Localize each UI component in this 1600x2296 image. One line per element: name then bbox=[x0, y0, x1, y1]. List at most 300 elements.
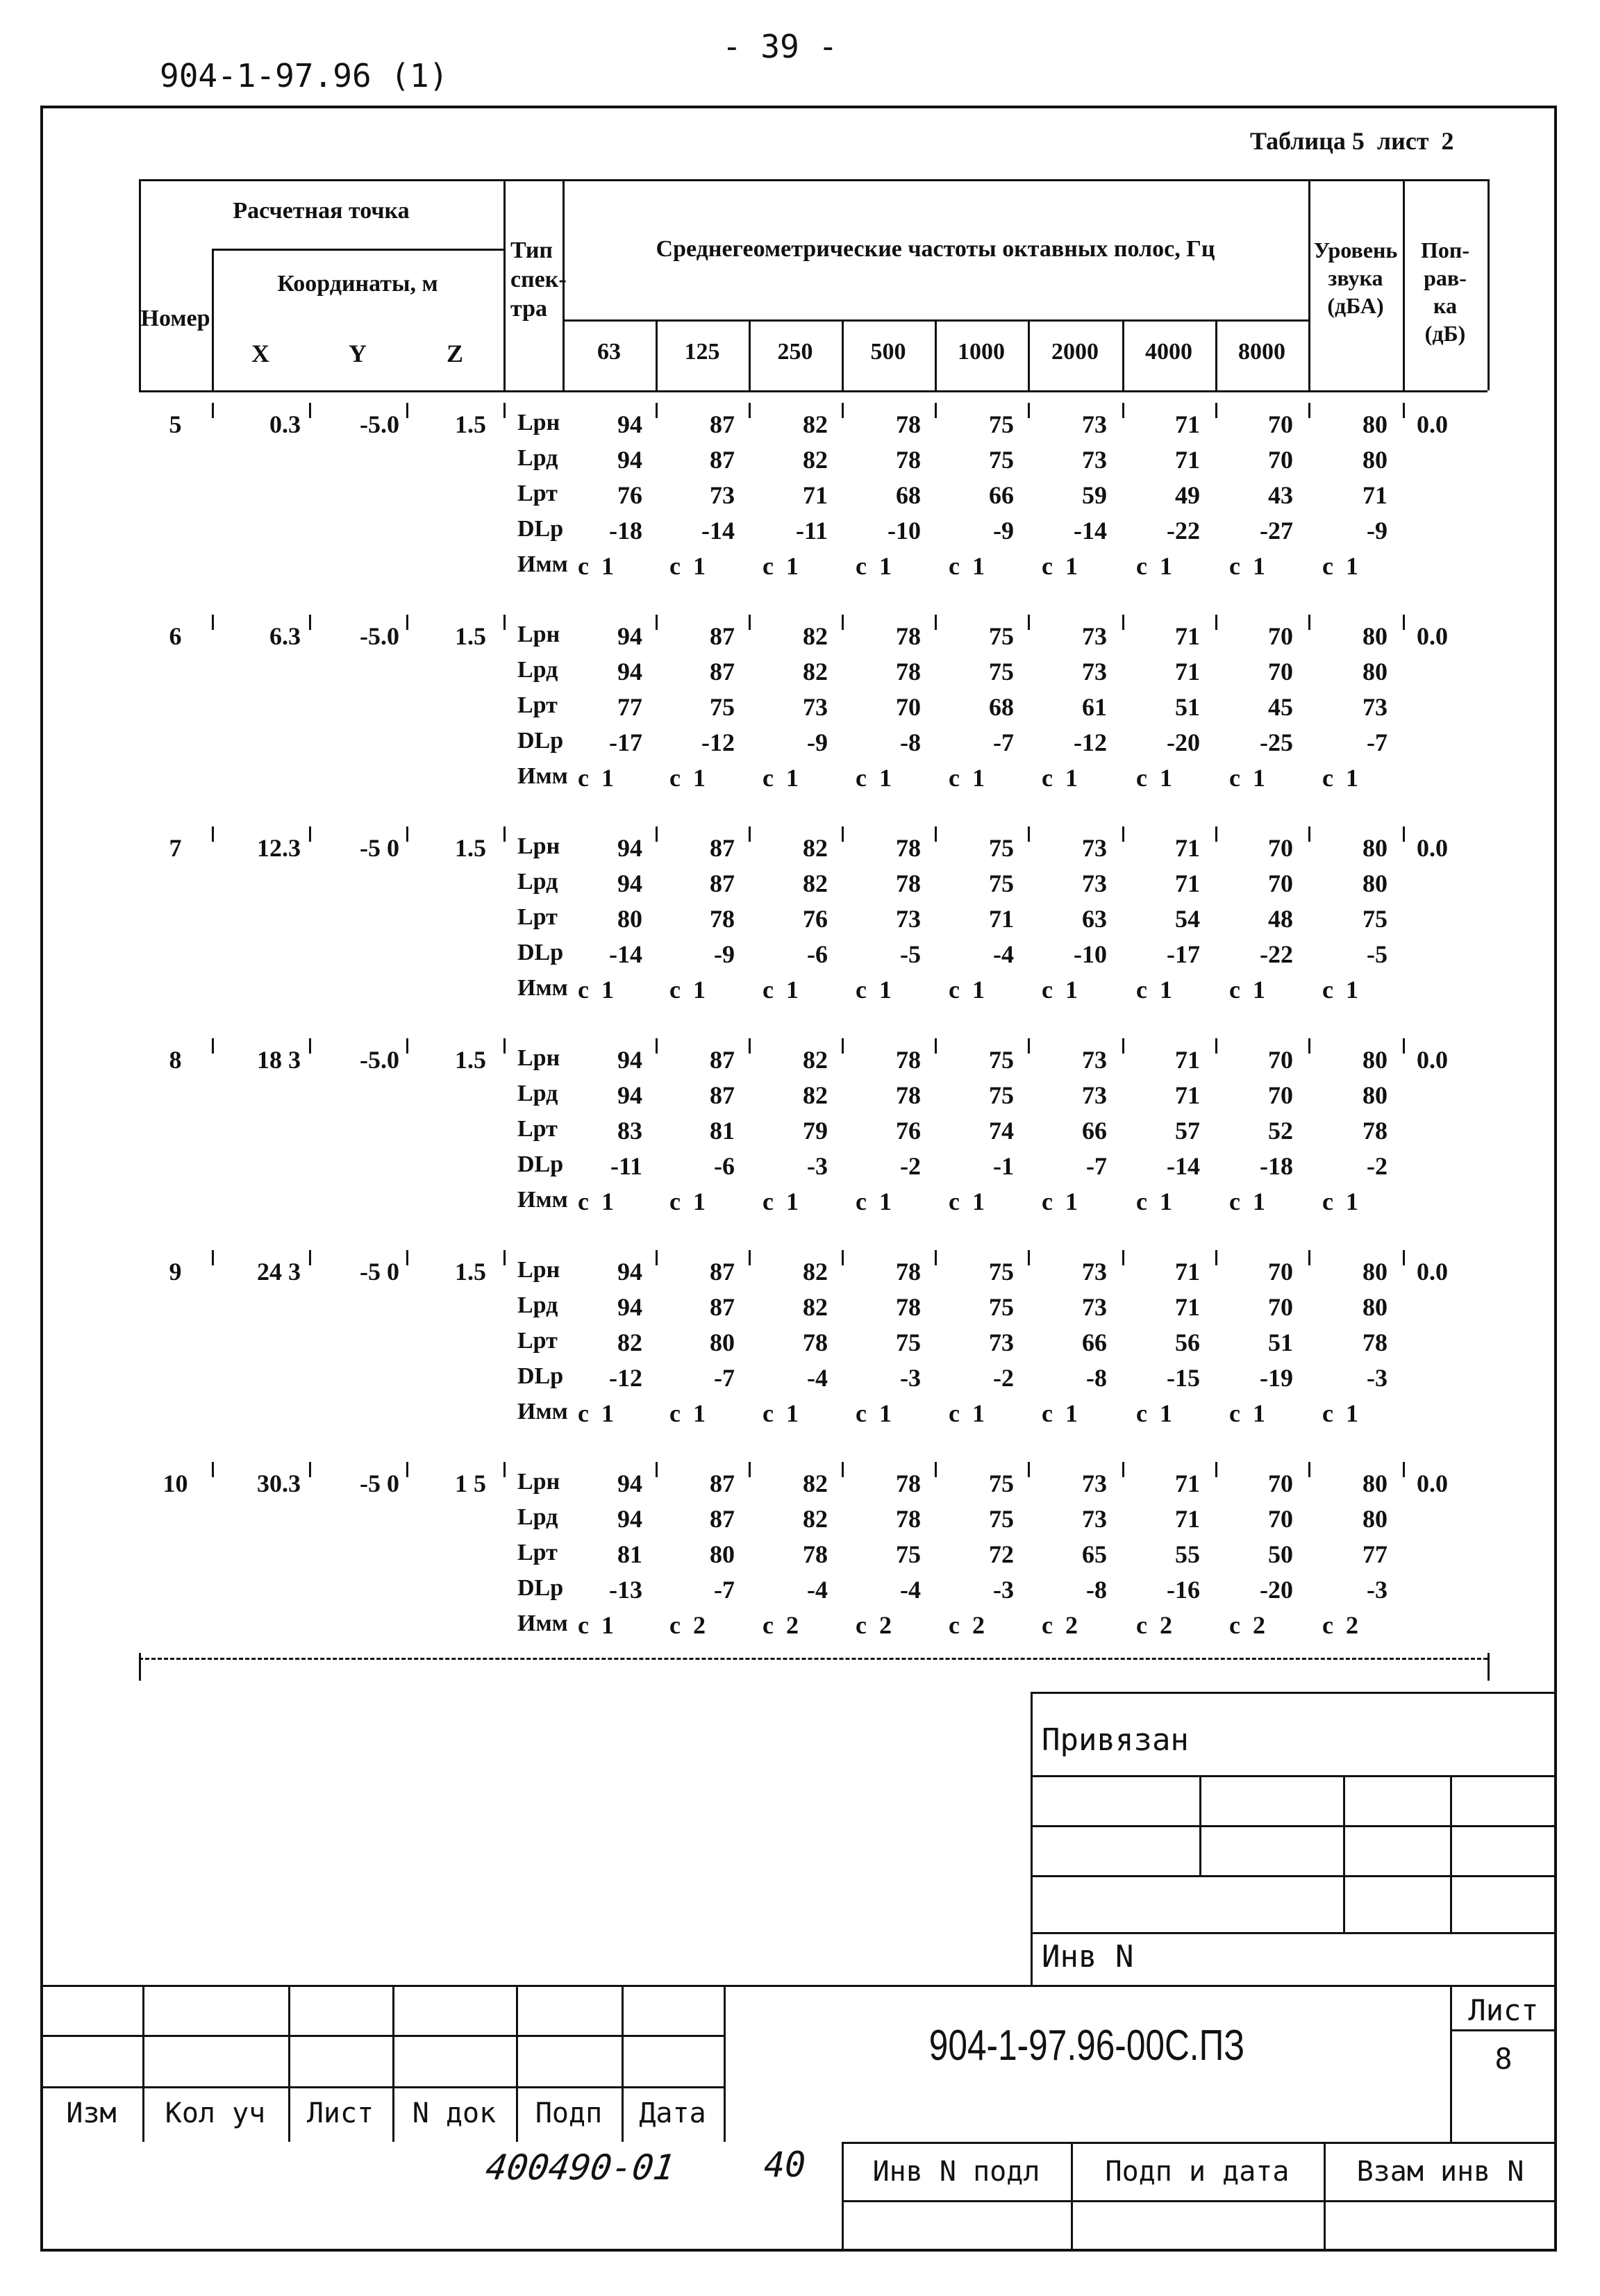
cell-value: 63 bbox=[1082, 905, 1107, 933]
cell-value: -18 bbox=[1260, 1152, 1293, 1180]
cell-value: 73 bbox=[1082, 410, 1107, 438]
cell-value: 70 bbox=[1268, 1046, 1293, 1074]
cell-value: 52 bbox=[1268, 1117, 1293, 1145]
row-label: Имм bbox=[517, 1611, 568, 1636]
row-label: Lрд bbox=[517, 1081, 558, 1106]
coord-x: 12.3 bbox=[257, 834, 301, 862]
column-tick bbox=[212, 826, 214, 842]
cell-value: 73 bbox=[1362, 693, 1388, 721]
cell-value: 54 bbox=[1175, 905, 1200, 933]
imm-value: с 1 bbox=[1042, 1188, 1078, 1215]
cell-value: 66 bbox=[1082, 1117, 1107, 1145]
cell-value: 82 bbox=[803, 834, 828, 862]
coord-z: 1.5 bbox=[455, 834, 486, 862]
point-number: 9 bbox=[169, 1258, 182, 1286]
col-izm: Изм bbox=[66, 2097, 117, 2129]
cell-value: 78 bbox=[896, 658, 921, 685]
imm-value: с 1 bbox=[669, 1188, 706, 1215]
cell-value: -8 bbox=[1086, 1576, 1107, 1604]
cell-value: -4 bbox=[993, 940, 1014, 968]
column-tick bbox=[309, 1250, 311, 1265]
imm-value: с 1 bbox=[1229, 552, 1265, 580]
cell-value: -7 bbox=[1086, 1152, 1107, 1180]
footer-vzam-inv-n: Взам инв N bbox=[1356, 2156, 1524, 2188]
cell-value: 80 bbox=[1362, 834, 1388, 862]
coord-y: -5.0 bbox=[360, 1046, 399, 1074]
cell-value: -13 bbox=[609, 1576, 642, 1604]
imm-value: с 1 bbox=[1136, 552, 1172, 580]
imm-value: с 1 bbox=[762, 976, 799, 1004]
cell-value: 87 bbox=[710, 1046, 735, 1074]
row-label: Lрт bbox=[517, 481, 558, 506]
freq-header-1000: 1000 bbox=[958, 339, 1005, 365]
coord-z: 1.5 bbox=[455, 1258, 486, 1286]
cell-value: 80 bbox=[1362, 410, 1388, 438]
cell-value: -1 bbox=[993, 1152, 1014, 1180]
column-tick bbox=[212, 1038, 214, 1054]
cell-value: 75 bbox=[989, 446, 1014, 474]
cell-value: 70 bbox=[1268, 1081, 1293, 1109]
cell-value: 71 bbox=[1175, 834, 1200, 862]
cell-value: 71 bbox=[1175, 1046, 1200, 1074]
cell-value: 56 bbox=[1175, 1329, 1200, 1356]
col-kol-uch: Кол уч bbox=[165, 2097, 266, 2129]
cell-value: 70 bbox=[1268, 870, 1293, 897]
cell-value: 70 bbox=[1268, 834, 1293, 862]
freq-header-8000: 8000 bbox=[1238, 339, 1285, 365]
row-label: Имм bbox=[517, 1187, 568, 1213]
cell-value: 94 bbox=[617, 834, 642, 862]
page-number: - 39 - bbox=[722, 28, 838, 65]
cell-value: 78 bbox=[896, 1505, 921, 1533]
row-label: Lрн bbox=[517, 1469, 560, 1495]
column-tick bbox=[406, 403, 408, 418]
imm-value: с 1 bbox=[669, 1399, 706, 1427]
cell-value: 75 bbox=[710, 693, 735, 721]
cell-value: 94 bbox=[617, 410, 642, 438]
cell-value: 94 bbox=[617, 1046, 642, 1074]
imm-value: с 1 bbox=[762, 1399, 799, 1427]
coord-x: 30.3 bbox=[257, 1470, 301, 1497]
row-label: Lрн bbox=[517, 833, 560, 859]
cell-value: 76 bbox=[896, 1117, 921, 1145]
imm-value: с 1 bbox=[856, 976, 892, 1004]
cell-value: 70 bbox=[1268, 1293, 1293, 1321]
cell-value: 87 bbox=[710, 1505, 735, 1533]
cell-value: 80 bbox=[1362, 658, 1388, 685]
cell-value: -27 bbox=[1260, 517, 1293, 544]
imm-value: с 1 bbox=[1042, 552, 1078, 580]
cell-value: 78 bbox=[896, 1046, 921, 1074]
cell-value: 73 bbox=[1082, 446, 1107, 474]
imm-value: с 1 bbox=[669, 552, 706, 580]
row-label: DLp bbox=[517, 1575, 564, 1601]
row-label: DLp bbox=[517, 940, 564, 965]
row-label: Lрт bbox=[517, 692, 558, 718]
column-tick bbox=[1403, 615, 1405, 630]
coord-y: -5 0 bbox=[360, 834, 399, 862]
cell-value: 82 bbox=[803, 410, 828, 438]
correction-value: 0.0 bbox=[1417, 1046, 1448, 1074]
imm-value: с 1 bbox=[762, 1188, 799, 1215]
imm-value: с 1 bbox=[578, 764, 614, 792]
cell-value: 80 bbox=[1362, 1505, 1388, 1533]
cell-value: 73 bbox=[1082, 1505, 1107, 1533]
cell-value: 78 bbox=[896, 1293, 921, 1321]
cell-value: 71 bbox=[1175, 1081, 1200, 1109]
cell-value: 80 bbox=[710, 1540, 735, 1568]
cell-value: 43 bbox=[1268, 481, 1293, 509]
cell-value: -14 bbox=[1074, 517, 1107, 544]
cell-value: 71 bbox=[1362, 481, 1388, 509]
cell-value: 71 bbox=[1175, 1505, 1200, 1533]
imm-value: с 1 bbox=[949, 552, 985, 580]
handwritten-number: 40 bbox=[764, 2145, 806, 2185]
cell-value: -16 bbox=[1167, 1576, 1200, 1604]
inv-n-label: Инв N bbox=[1042, 1939, 1134, 1974]
freq-header-4000: 4000 bbox=[1145, 339, 1192, 365]
cell-value: 75 bbox=[1362, 905, 1388, 933]
column-tick bbox=[503, 826, 506, 842]
imm-value: с 1 bbox=[949, 976, 985, 1004]
cell-value: 78 bbox=[1362, 1329, 1388, 1356]
cell-value: 87 bbox=[710, 1081, 735, 1109]
row-label: DLp bbox=[517, 1363, 564, 1389]
header-number: Номер bbox=[140, 306, 210, 331]
cell-value: 94 bbox=[617, 658, 642, 685]
column-tick bbox=[503, 615, 506, 630]
cell-value: 94 bbox=[617, 446, 642, 474]
cell-value: -7 bbox=[993, 729, 1014, 756]
cell-value: -7 bbox=[714, 1576, 735, 1604]
imm-value: с 1 bbox=[1042, 764, 1078, 792]
imm-value: с 2 bbox=[1136, 1611, 1172, 1639]
imm-value: с 1 bbox=[762, 764, 799, 792]
cell-value: 51 bbox=[1268, 1329, 1293, 1356]
column-tick bbox=[1403, 826, 1405, 842]
column-tick bbox=[212, 1462, 214, 1477]
cell-value: 80 bbox=[1362, 1293, 1388, 1321]
cell-value: 94 bbox=[617, 870, 642, 897]
imm-value: с 1 bbox=[1136, 764, 1172, 792]
row-label: Lрд bbox=[517, 445, 558, 471]
cell-value: 73 bbox=[710, 481, 735, 509]
cell-value: 71 bbox=[1175, 1293, 1200, 1321]
cell-value: 87 bbox=[710, 446, 735, 474]
coord-z: 1 5 bbox=[455, 1470, 486, 1497]
cell-value: 80 bbox=[1362, 446, 1388, 474]
imm-value: с 1 bbox=[1229, 1399, 1265, 1427]
row-label: Lрт bbox=[517, 1328, 558, 1354]
coord-x: 6.3 bbox=[269, 622, 301, 650]
imm-value: с 2 bbox=[949, 1611, 985, 1639]
imm-value: с 1 bbox=[1229, 764, 1265, 792]
correction-value: 0.0 bbox=[1417, 410, 1448, 438]
cell-value: 81 bbox=[617, 1540, 642, 1568]
column-tick bbox=[406, 1250, 408, 1265]
cell-value: 78 bbox=[896, 1081, 921, 1109]
header-x: X bbox=[251, 340, 269, 367]
cell-value: -9 bbox=[1367, 517, 1388, 544]
row-label: Lрт bbox=[517, 1116, 558, 1142]
cell-value: 77 bbox=[1362, 1540, 1388, 1568]
row-label: Lрт bbox=[517, 904, 558, 930]
cell-value: -12 bbox=[609, 1364, 642, 1392]
cell-value: 78 bbox=[896, 410, 921, 438]
imm-value: с 1 bbox=[578, 1188, 614, 1215]
imm-value: с 1 bbox=[1229, 976, 1265, 1004]
header-level: Уровень звука (дБА) bbox=[1313, 238, 1398, 318]
cell-value: 76 bbox=[803, 905, 828, 933]
point-number: 8 bbox=[169, 1046, 182, 1074]
imm-value: с 1 bbox=[949, 1399, 985, 1427]
cell-value: 75 bbox=[896, 1329, 921, 1356]
column-tick bbox=[309, 615, 311, 630]
cell-value: -9 bbox=[993, 517, 1014, 544]
cell-value: 80 bbox=[1362, 1470, 1388, 1497]
correction-value: 0.0 bbox=[1417, 622, 1448, 650]
cell-value: 73 bbox=[1082, 658, 1107, 685]
cell-value: 94 bbox=[617, 1293, 642, 1321]
coord-x: 0.3 bbox=[269, 410, 301, 438]
cell-value: 59 bbox=[1082, 481, 1107, 509]
imm-value: с 2 bbox=[1042, 1611, 1078, 1639]
cell-value: 78 bbox=[896, 1470, 921, 1497]
cell-value: -3 bbox=[1367, 1576, 1388, 1604]
cell-value: 83 bbox=[617, 1117, 642, 1145]
row-label: Имм bbox=[517, 1399, 568, 1424]
cell-value: 65 bbox=[1082, 1540, 1107, 1568]
cell-value: 78 bbox=[896, 834, 921, 862]
cell-value: -10 bbox=[888, 517, 921, 544]
cell-value: 79 bbox=[803, 1117, 828, 1145]
imm-value: с 1 bbox=[1322, 976, 1358, 1004]
cell-value: -3 bbox=[807, 1152, 828, 1180]
cell-value: -5 bbox=[900, 940, 921, 968]
imm-value: с 1 bbox=[856, 552, 892, 580]
imm-value: с 1 bbox=[578, 976, 614, 1004]
cell-value: 80 bbox=[1362, 1258, 1388, 1286]
column-tick bbox=[309, 1038, 311, 1054]
column-tick bbox=[309, 1462, 311, 1477]
cell-value: 75 bbox=[989, 622, 1014, 650]
cell-value: 80 bbox=[1362, 870, 1388, 897]
row-label: Имм bbox=[517, 763, 568, 789]
cell-value: 71 bbox=[989, 905, 1014, 933]
row-label: Lрд bbox=[517, 1292, 558, 1318]
freq-header-250: 250 bbox=[777, 339, 813, 365]
cell-value: 75 bbox=[989, 834, 1014, 862]
cell-value: 82 bbox=[803, 1505, 828, 1533]
cell-value: 71 bbox=[1175, 446, 1200, 474]
cell-value: 82 bbox=[803, 870, 828, 897]
cell-value: 87 bbox=[710, 1293, 735, 1321]
cell-value: 75 bbox=[989, 1470, 1014, 1497]
cell-value: 49 bbox=[1175, 481, 1200, 509]
coord-y: -5 0 bbox=[360, 1258, 399, 1286]
cell-value: 71 bbox=[1175, 1258, 1200, 1286]
correction-value: 0.0 bbox=[1417, 834, 1448, 862]
cell-value: -20 bbox=[1260, 1576, 1293, 1604]
cell-value: 87 bbox=[710, 1258, 735, 1286]
cell-value: 82 bbox=[803, 1081, 828, 1109]
cell-value: 77 bbox=[617, 693, 642, 721]
cell-value: 68 bbox=[896, 481, 921, 509]
cell-value: 87 bbox=[710, 658, 735, 685]
cell-value: 75 bbox=[896, 1540, 921, 1568]
point-number: 5 bbox=[169, 410, 182, 438]
imm-value: с 2 bbox=[762, 1611, 799, 1639]
cell-value: -6 bbox=[714, 1152, 735, 1180]
cell-value: 78 bbox=[896, 446, 921, 474]
cell-value: 80 bbox=[1362, 1046, 1388, 1074]
imm-value: с 1 bbox=[578, 552, 614, 580]
cell-value: 87 bbox=[710, 834, 735, 862]
imm-value: с 1 bbox=[1322, 1399, 1358, 1427]
cell-value: 78 bbox=[896, 1258, 921, 1286]
cell-value: 82 bbox=[803, 658, 828, 685]
cell-value: 70 bbox=[896, 693, 921, 721]
cell-value: 71 bbox=[1175, 1470, 1200, 1497]
cell-value: 94 bbox=[617, 1470, 642, 1497]
cell-value: 61 bbox=[1082, 693, 1107, 721]
row-label: Lрн bbox=[517, 410, 560, 435]
cell-value: 78 bbox=[896, 870, 921, 897]
row-label: DLp bbox=[517, 728, 564, 754]
row-label: Lрн bbox=[517, 1257, 560, 1283]
cell-value: -25 bbox=[1260, 729, 1293, 756]
column-tick bbox=[1403, 403, 1405, 418]
sheet-label: Лист bbox=[1468, 1993, 1539, 2027]
col-list: Лист bbox=[306, 2097, 374, 2129]
footer-podp-i-data: Подп и дата bbox=[1105, 2156, 1290, 2188]
cell-value: -2 bbox=[1367, 1152, 1388, 1180]
cell-value: 71 bbox=[1175, 658, 1200, 685]
cell-value: 57 bbox=[1175, 1117, 1200, 1145]
cell-value: 66 bbox=[989, 481, 1014, 509]
cell-value: -11 bbox=[795, 517, 828, 544]
cell-value: -14 bbox=[1167, 1152, 1200, 1180]
cell-value: 70 bbox=[1268, 1505, 1293, 1533]
cell-value: 87 bbox=[710, 410, 735, 438]
cell-value: 70 bbox=[1268, 446, 1293, 474]
header-coords: Координаты, м bbox=[277, 271, 438, 297]
point-number: 6 bbox=[169, 622, 182, 650]
row-label: DLp bbox=[517, 1151, 564, 1177]
cell-value: 80 bbox=[710, 1329, 735, 1356]
correction-value: 0.0 bbox=[1417, 1470, 1448, 1497]
cell-value: -2 bbox=[993, 1364, 1014, 1392]
cell-value: 76 bbox=[617, 481, 642, 509]
stamp-doc-code: 904-1-97.96-00С.ПЗ bbox=[928, 2022, 1245, 2070]
cell-value: 73 bbox=[1082, 870, 1107, 897]
cell-value: 73 bbox=[1082, 1081, 1107, 1109]
imm-value: с 1 bbox=[578, 1399, 614, 1427]
imm-value: с 1 bbox=[1042, 1399, 1078, 1427]
cell-value: 75 bbox=[989, 1046, 1014, 1074]
cell-value: -5 bbox=[1367, 940, 1388, 968]
imm-value: с 1 bbox=[1322, 764, 1358, 792]
cell-value: 73 bbox=[1082, 1293, 1107, 1321]
cell-value: 73 bbox=[989, 1329, 1014, 1356]
col-data: Дата bbox=[639, 2097, 706, 2129]
freq-header-63: 63 bbox=[597, 339, 621, 365]
row-label: Имм bbox=[517, 551, 568, 577]
cell-value: -7 bbox=[1367, 729, 1388, 756]
cell-value: 94 bbox=[617, 1081, 642, 1109]
cell-value: 45 bbox=[1268, 693, 1293, 721]
imm-value: с 1 bbox=[1322, 552, 1358, 580]
privyazan-label: Привязан bbox=[1042, 1722, 1189, 1758]
cell-value: -20 bbox=[1167, 729, 1200, 756]
column-tick bbox=[1403, 1250, 1405, 1265]
coord-x: 18 3 bbox=[257, 1046, 301, 1074]
cell-value: 80 bbox=[1362, 1081, 1388, 1109]
cell-value: 75 bbox=[989, 1081, 1014, 1109]
cell-value: 51 bbox=[1175, 693, 1200, 721]
coord-z: 1.5 bbox=[455, 622, 486, 650]
imm-value: с 1 bbox=[669, 976, 706, 1004]
row-label: Lрт bbox=[517, 1540, 558, 1565]
cell-value: -15 bbox=[1167, 1364, 1200, 1392]
coord-y: -5.0 bbox=[360, 410, 399, 438]
cell-value: 82 bbox=[803, 1258, 828, 1286]
row-label: Lрн bbox=[517, 622, 560, 647]
table-bottom-dashed bbox=[139, 1658, 1488, 1660]
cell-value: 72 bbox=[989, 1540, 1014, 1568]
row-label: Lрд bbox=[517, 1504, 558, 1530]
cell-value: 87 bbox=[710, 1470, 735, 1497]
cell-value: 82 bbox=[803, 1293, 828, 1321]
cell-value: 78 bbox=[1362, 1117, 1388, 1145]
cell-value: 82 bbox=[803, 1046, 828, 1074]
row-label: Lрн bbox=[517, 1045, 560, 1071]
row-label: Lрд bbox=[517, 657, 558, 683]
imm-value: с 1 bbox=[949, 1188, 985, 1215]
cell-value: 87 bbox=[710, 622, 735, 650]
imm-value: с 1 bbox=[1136, 1188, 1172, 1215]
cell-value: 78 bbox=[710, 905, 735, 933]
sheet-number: 8 bbox=[1494, 2042, 1512, 2076]
imm-value: с 2 bbox=[1322, 1611, 1358, 1639]
point-number: 7 bbox=[169, 834, 182, 862]
imm-value: с 2 bbox=[669, 1611, 706, 1639]
cell-value: 75 bbox=[989, 410, 1014, 438]
coord-x: 24 3 bbox=[257, 1258, 301, 1286]
column-tick bbox=[309, 403, 311, 418]
freq-header-2000: 2000 bbox=[1051, 339, 1099, 365]
cell-value: -4 bbox=[807, 1576, 828, 1604]
header-freq-title: Среднегеометрические частоты октавных полос, Гц bbox=[656, 236, 1215, 262]
cell-value: -10 bbox=[1074, 940, 1107, 968]
cell-value: 94 bbox=[617, 622, 642, 650]
imm-value: с 1 bbox=[856, 1399, 892, 1427]
cell-value: -14 bbox=[701, 517, 735, 544]
column-tick bbox=[212, 1250, 214, 1265]
header-spectrum-type: Тип спек- тра bbox=[510, 238, 567, 322]
imm-value: с 1 bbox=[1042, 976, 1078, 1004]
coord-z: 1.5 bbox=[455, 1046, 486, 1074]
imm-value: с 1 bbox=[1322, 1188, 1358, 1215]
cell-value: 73 bbox=[1082, 622, 1107, 650]
cell-value: 75 bbox=[989, 658, 1014, 685]
cell-value: -18 bbox=[609, 517, 642, 544]
cell-value: -9 bbox=[807, 729, 828, 756]
col-podp: Подп bbox=[535, 2097, 603, 2129]
column-tick bbox=[212, 403, 214, 418]
correction-value: 0.0 bbox=[1417, 1258, 1448, 1286]
cell-value: 75 bbox=[989, 1505, 1014, 1533]
